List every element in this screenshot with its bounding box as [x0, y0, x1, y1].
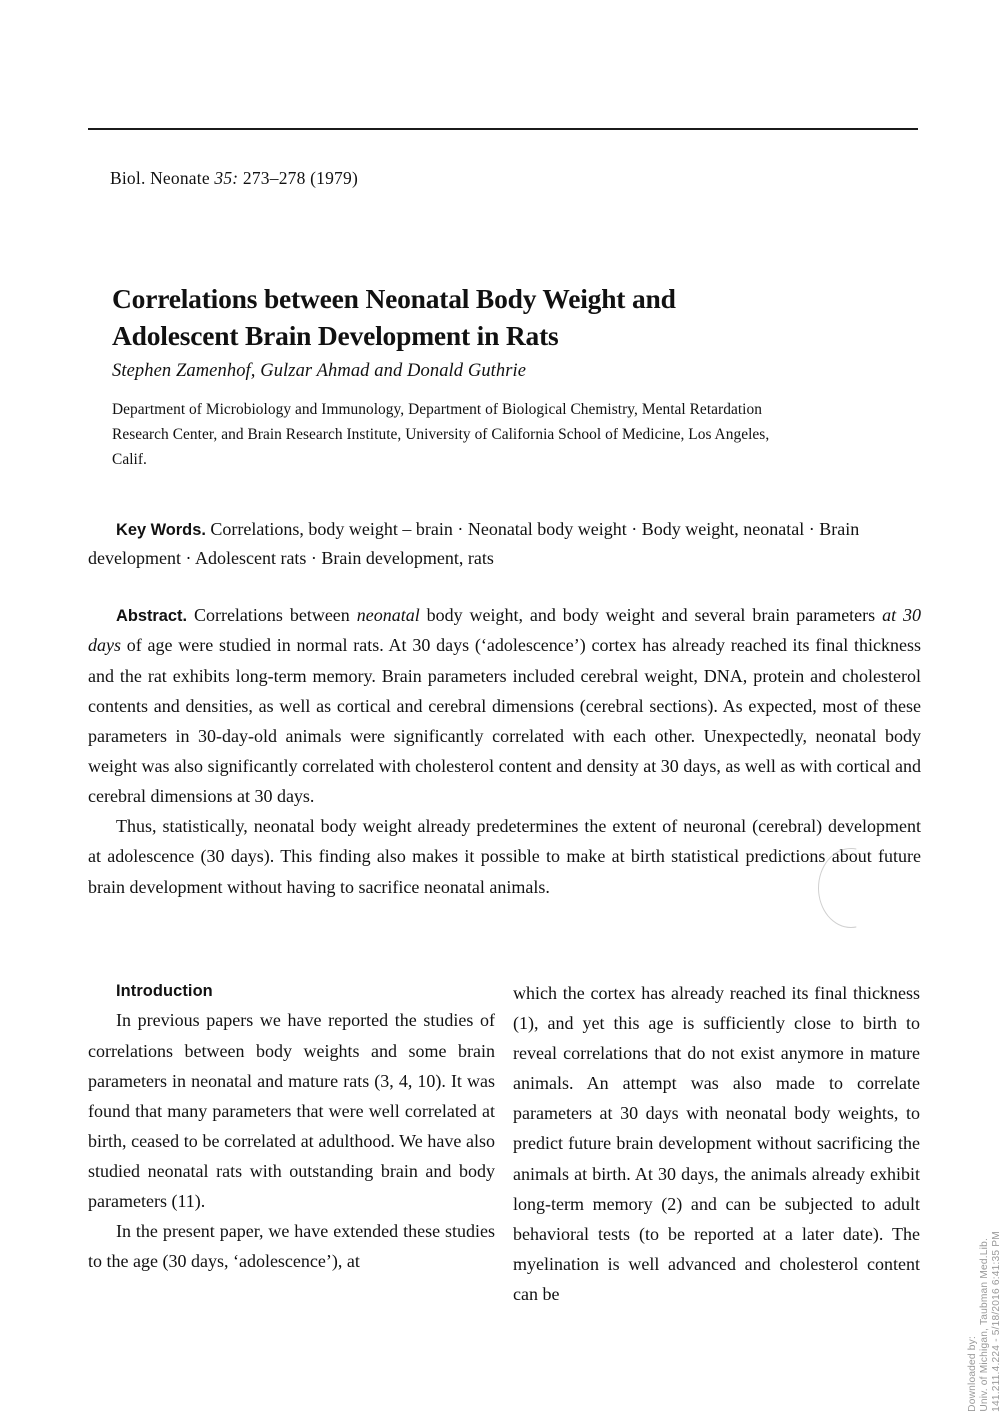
header-rule [88, 128, 918, 130]
abstract-p1-part-c: of age were studied in normal rats. At 30 days (‘adolescence’) cortex has already reached its final thickness and the rat exhibits long-term memory. Brain parameters included cerebral weight, DNA, protein and cholesterol contents and densities, as well as cortical and cerebral dimensions (cerebral sections). As expected, most of these parameters in 30-day-old animals were significantly correlated with each other. Unexpectedly, neonatal body weight was also significantly correlated with cholesterol content and density at 30 days, as well as with cortical and cerebral dimensions at 30 days. [88, 635, 921, 807]
journal-citation [110, 168, 358, 189]
keywords-heading: Key Words. [116, 521, 206, 539]
abstract-emphasis-at-30-days: at 30 days [88, 605, 921, 656]
watermark-line-2: Univ. of Michigan, Taubman Med.Lib. [979, 1238, 990, 1412]
watermark-line-3: 141.211.4.224 - 5/18/2016 6:41:35 PM [991, 1231, 1002, 1412]
page-title [112, 281, 812, 354]
keywords-text: Correlations, body weight – brain · Neonatal body weight · Body weight, neonatal · Brain development · Adolescent rats · Brain development, rats [88, 519, 860, 569]
abstract-paragraph-2: Thus, statistically, neonatal body weight already predetermines the extent of neuronal (cerebral) development at adolescence (30 days). This finding also makes it possible to make at birth statistical predictions about future brain development without having to sacrifice neonatal animals. [88, 816, 921, 897]
journal-name: Biol. Neonate [110, 168, 210, 188]
keywords-section [88, 515, 923, 574]
left-column [88, 978, 495, 1309]
affiliation-line-1: Department of Microbiology and Immunology, Department of Biological Chemistry, Mental Retardation [112, 401, 762, 418]
abstract-section [88, 600, 921, 902]
right-column [513, 978, 920, 1309]
affiliation-line-3: Calif. [112, 450, 147, 468]
left-column-paragraph-1: In previous papers we have reported the studies of correlations between body weights and some brain parameters in neonatal and mature rats (3, 4, 10). It was found that many parameters that were well correlated at birth, ceased to be correlated at adulthood. We have also studied neonatal rats with outstanding brain and body parameters (11). [88, 1010, 495, 1211]
abstract-emphasis-neonatal: neonatal [356, 605, 420, 625]
author-list: Stephen Zamenhof, Gulzar Ahmad and Donald Guthrie [112, 361, 527, 381]
journal-pages: 273–278 (1979) [242, 168, 358, 188]
affiliation-line-2: Research Center, and Brain Research Institute, University of California School of Medicine, Los Angeles, [112, 425, 770, 443]
left-column-paragraph-2: In the present paper, we have extended these studies to the age (30 days, ‘adolescence’), at [88, 1221, 495, 1272]
affiliation-block [112, 398, 902, 473]
abstract-paragraph-1 [88, 600, 921, 811]
download-watermark [967, 1212, 1002, 1412]
title-line-1: Correlations between Neonatal Body Weight and [112, 283, 676, 315]
body-columns [88, 978, 921, 1309]
watermark-line-1: Downloaded by: [967, 1336, 978, 1412]
abstract-p1-part-b: body weight, and body weight and several brain parameters [419, 605, 883, 625]
abstract-heading: Abstract. [116, 607, 188, 625]
abstract-p1-part-a: Correlations between [187, 605, 357, 625]
right-column-paragraph-1: which the cortex has already reached its final thickness (1), and yet this age is sufficiently close to birth to reveal correlations that do not exist anymore in mature animals. An attempt was also made to correlate parameters at 30 days with neonatal body weights, to predict future brain development without sacrificing the animals at birth. At 30 days, the animals already exhibit long-term memory (2) and can be subjected to adult behavioral tests (to be reported at a later date). The myelination is well advanced and cholesterol content can be [513, 983, 920, 1304]
journal-volume: 35: [214, 168, 239, 188]
section-heading-introduction: Introduction [116, 982, 213, 1000]
title-line-2: Adolescent Brain Development in Rats [112, 319, 559, 351]
